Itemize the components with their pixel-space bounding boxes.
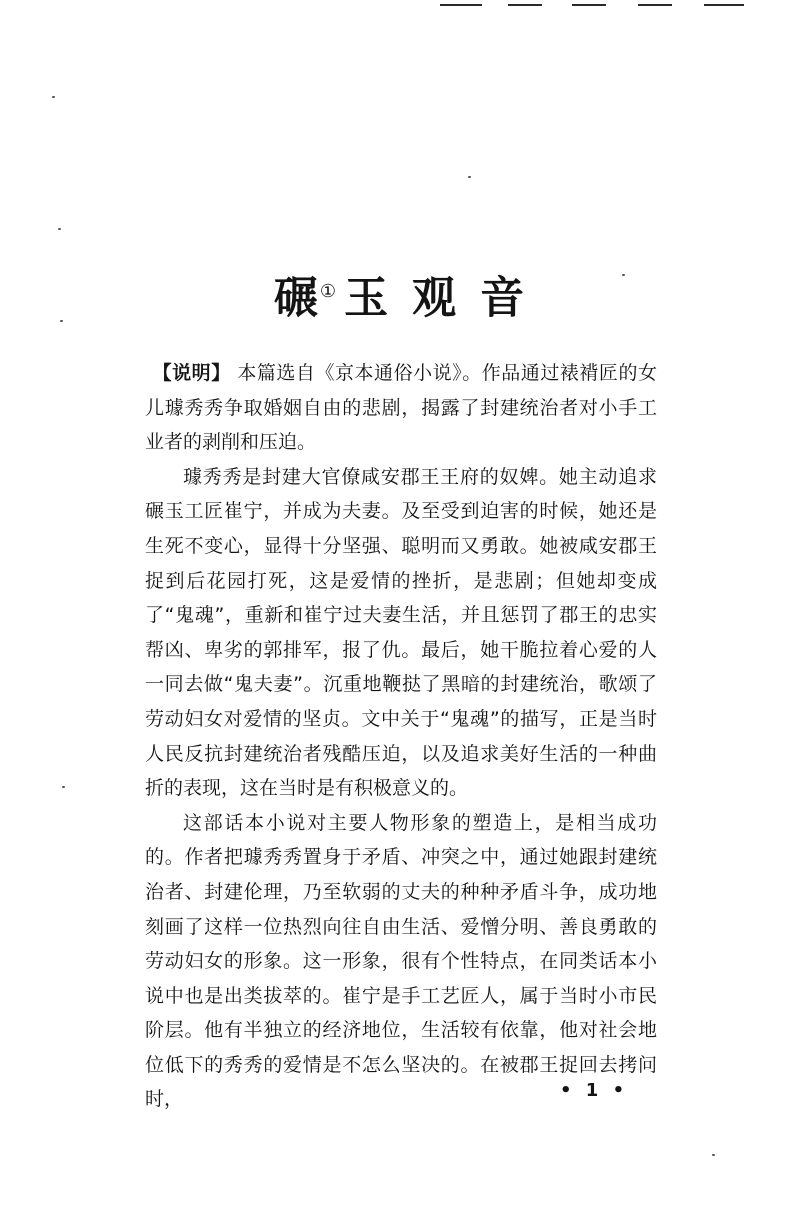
title-char-1: 碾 (273, 272, 320, 324)
page-title (0, 262, 800, 329)
intro-text: 本篇选自《京本通俗小说》。作品通过裱褙匠的女儿璩秀秀争取婚姻自由的悲剧，揭露了封建统治者对小手工业者的剥削和压迫。 (145, 362, 657, 454)
title-char-4: 音 (480, 272, 527, 324)
scan-speck (468, 176, 471, 178)
intro-paragraph (145, 356, 657, 460)
top-rule (638, 4, 672, 6)
title-char-3: 观 (412, 272, 459, 324)
body-paragraph-1: 璩秀秀是封建大官僚咸安郡王王府的奴婢。她主动追求碾玉工匠崔宁，并成为夫妻。及至受到迫害的时候，她还是生死不变心，显得十分坚强、聪明而又勇敢。她被咸安郡王捉到后花园打死，这是爱情的挫折，是悲剧；但她却变成了“鬼魂”，重新和崔宁过夫妻生活，并且惩罚了郡王的忠实帮凶、卑劣的郭排军，报了仇。最后，她干脆拉着心爱的人一同去做“鬼夫妻”。沉重地鞭挞了黑暗的封建统治，歌颂了劳动妇女对爱情的坚贞。文中关于“鬼魂”的描写，正是当时人民反抗封建统治者残酷压迫，以及追求美好生活的一种曲折的表现，这在当时是有积极意义的。 (145, 465, 657, 800)
scan-speck (62, 786, 65, 788)
body-text (145, 356, 657, 1117)
top-rule (572, 4, 606, 6)
body-paragraph-2: 这部话本小说对主要人物形象的塑造上，是相当成功的。作者把璩秀秀置身于矛盾、冲突之中，通过她跟封建统治者、封建伦理，乃至软弱的丈夫的种种矛盾斗争，成功地刻画了这样一位热烈向往自由生活、爱憎分明、善良勇敢的劳动妇女的形象。这一形象，很有个性特点，在同类话本小说中也是出类拔萃的。崔宁是手工艺匠人，属于当时小市民阶层。他有半独立的经济地位，生活较有依靠，他对社会地位低下的秀秀的爱情是不怎么坚决的。在被郡王捉回去拷问时， (145, 811, 657, 1111)
footnote-mark: ① (319, 281, 339, 302)
scan-speck (712, 1154, 715, 1156)
scan-speck (52, 96, 55, 98)
top-rule (704, 4, 744, 6)
top-rule (440, 4, 482, 6)
top-rule (508, 4, 542, 6)
page-number: • 1 • (560, 1080, 629, 1101)
title-char-2: 玉 (344, 272, 391, 324)
intro-label: 【说明】 (152, 362, 231, 384)
scan-speck (58, 228, 61, 230)
